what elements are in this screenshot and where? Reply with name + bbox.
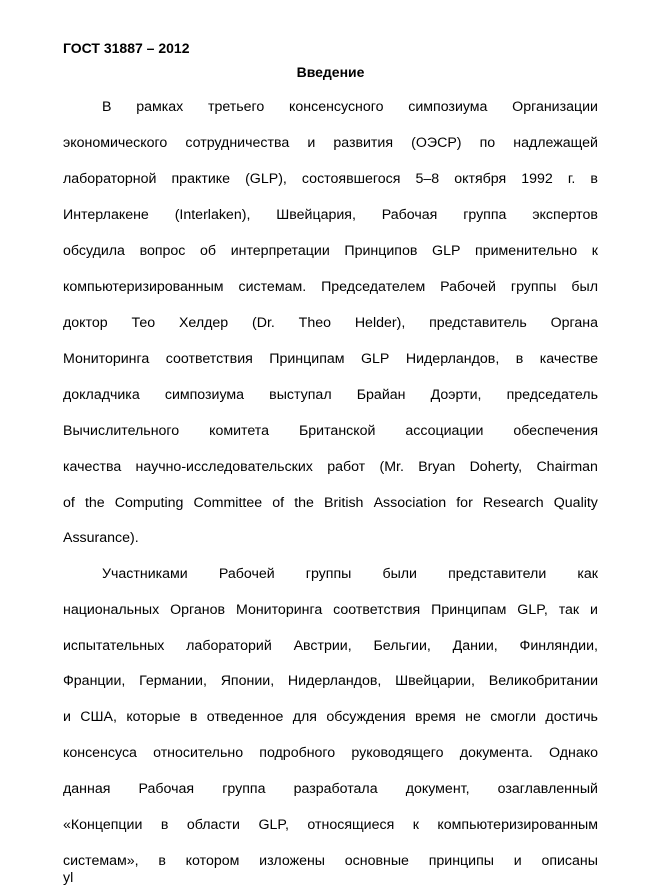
- text-line: обсудила вопрос об интерпретации Принципов GLP применительно к: [63, 243, 598, 259]
- text-line: системам», в котором изложены основные принципы и описаны: [63, 853, 598, 869]
- text-line: Участниками Рабочей группы были представители как: [102, 566, 598, 582]
- text-line: компьютеризированным системам. Председателем Рабочей группы был: [63, 279, 598, 295]
- text-line: качества научно-исследовательских работ (Mr. Bryan Doherty, Chairman: [63, 459, 598, 475]
- text-line: испытательных лабораторий Австрии, Бельгии, Дании, Финляндии,: [63, 638, 598, 654]
- text-line: «Концепции в области GLP, относящиеся к компьютеризированным: [63, 817, 598, 833]
- text-line: Интерлакене (Interlaken), Швейцария, Рабочая группа экспертов: [63, 207, 598, 223]
- text-line: В рамках третьего консенсусного симпозиума Организации: [102, 99, 598, 115]
- text-line: of the Computing Committee of the British Association for Research Quality: [63, 495, 598, 511]
- text-line: доктор Тео Хелдер (Dr. Theo Helder), представитель Органа: [63, 315, 598, 331]
- text-line: Assurance).: [63, 530, 139, 546]
- section-title: Введение: [296, 64, 365, 80]
- text-line: лабораторной практике (GLP), состоявшегося 5–8 октября 1992 г. в: [63, 171, 598, 187]
- text-line: и США, которые в отведенное для обсуждения время не смогли достичь: [63, 709, 598, 725]
- text-line: Мониторинга соответствия Принципам GLP Нидерландов, в качестве: [63, 351, 598, 367]
- document-header: ГОСТ 31887 – 2012: [63, 40, 190, 56]
- text-line: Вычислительного комитета Британской ассоциации обеспечения: [63, 423, 598, 439]
- text-line: данная Рабочая группа разработала документ, озаглавленный: [63, 781, 598, 797]
- text-line: докладчика симпозиума выступал Брайан Доэрти, председатель: [63, 387, 598, 403]
- cut-off-text: уl: [63, 870, 74, 886]
- text-line: национальных Органов Мониторинга соответствия Принципам GLP, так и: [63, 602, 598, 618]
- text-line: Франции, Германии, Японии, Нидерландов, Швейцарии, Великобритании: [63, 673, 598, 689]
- text-line: консенсуса относительно подробного руководящего документа. Однако: [63, 745, 598, 761]
- text-line: экономического сотрудничества и развития (ОЭСР) по надлежащей: [63, 135, 598, 151]
